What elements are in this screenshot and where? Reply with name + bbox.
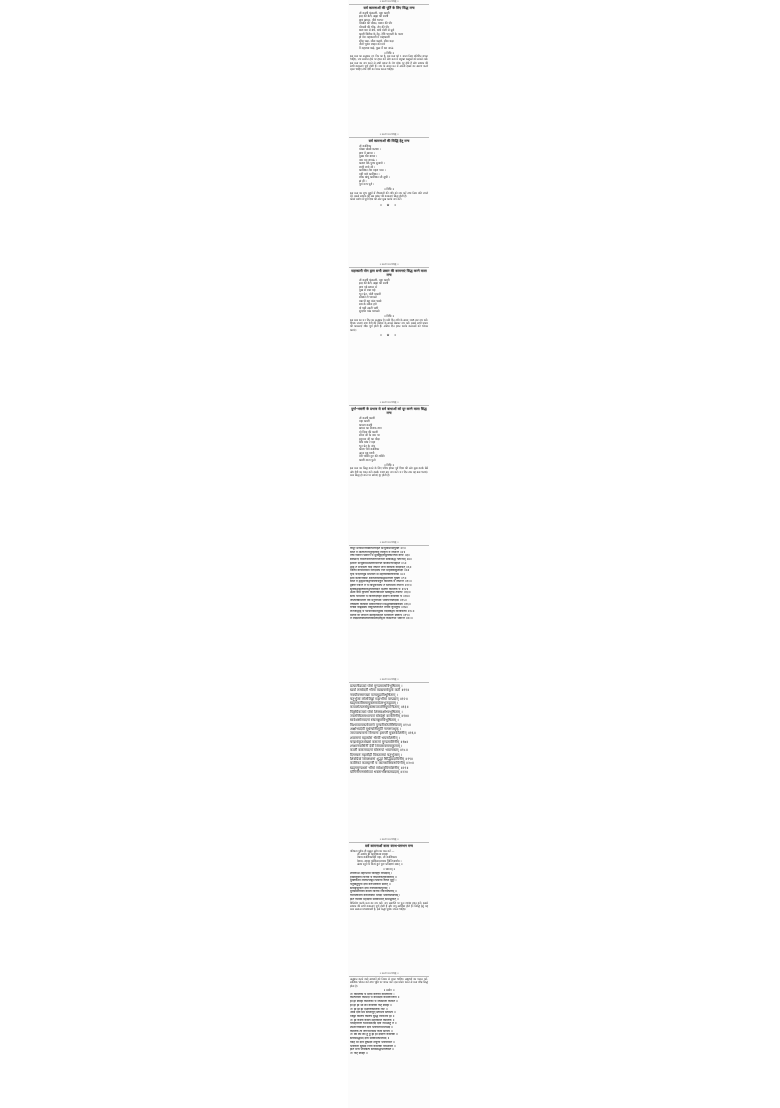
sloka-line: सव्ये चाभीर्वरं च त्रिजगदघहरे दक्षिणे कालिके च ॥१४॥ <box>350 595 410 599</box>
verse-line: इन्द्र की बेटी, ब्रह्मा की साली <box>359 14 389 19</box>
sloka-line: ऊर्ध्वं वामे कृपाणं करतलकमले छिन्नमुण्डं तथाधः ॥१३॥ <box>350 591 411 595</box>
verse-line: काली माता फुरो <box>359 457 376 462</box>
intro-text: पवित्रता पूर्वक ही प्रस्तुत स्तोत्र का पाठ करें — <box>350 848 395 853</box>
section-subtitle: ॥ विधि ॥ <box>383 314 395 319</box>
book-page-5 <box>349 541 429 676</box>
verse-line: ॐ काली काली <box>359 415 375 420</box>
verse-line: हाथ पड़े खप्पर से <box>359 284 378 289</box>
sloka-line: लज्जाद्वन्द्वं च पश्चात्स्मितमुखि तदधष्ठद्वयं योजयित्वा ॥१८॥ <box>350 609 415 613</box>
sloka-line: अम्बे देवि मम सर्वशत्रून् स्तम्भय स्तम्भय ॥ <box>350 1011 396 1015</box>
sloka-line: श्मशानवासिनीं देवीं शिवारावसमाकुलाम् । <box>350 744 403 749</box>
verse-line: इन्द्र की बेटी, ब्रह्मा की साली <box>359 281 389 286</box>
section-subtitle: ॥ प्रयोग ॥ <box>383 988 395 993</box>
verse-line: बांध बांध रे महा <box>359 440 376 445</box>
book-page-7 <box>349 838 429 970</box>
verse-line: लागी लगो जी । <box>359 164 376 169</box>
sloka-line: सर्वाङ्गसुन्दरीं देवीं नवयौवनसंयुताम् । <box>350 886 390 890</box>
sloka-line: दिगम्बरां महारौद्रीं विकटास्यां चतुर्भुजाम् । <box>350 752 403 757</box>
sloka-line: बीजं ते मातरेतत्त्रिपुरहरवधु त्रिःकृतं ये जपन्ति ॥२॥ <box>350 550 406 554</box>
sloka-line: ॐ क्रीं क्रीं क्रीं हूं हूं ह्रीं ह्रीं दक्षिणे कालिके ॥ <box>350 1033 398 1037</box>
stotra-block <box>349 547 429 621</box>
sloka-line: मुण्डमालाधरां कालीं त्रिनेत्रां ध्यानतत्पराम् ॥ <box>350 890 397 894</box>
sloka-line: बीजं ते द्वन्द्वमन्यद्विगलितचिकुरे कालिके ये जपन्ति ॥१०॥ <box>350 580 412 584</box>
sloka-line: चन्द्रार्धकृतशेखरां करालां मुण्डमालिनीम् ॥१७॥ <box>350 739 409 744</box>
sloka-line: हास्ययुक्तां त्रिनेत्रां च कपालकर्तृकाकराम् ॥ <box>350 875 397 879</box>
verse-line: कलश बैठे पुण्य सुनावो । <box>359 161 385 166</box>
sloka-line: ध्यायेत्कालीं करालास्यां भयदां भक्तवत्सलाम् । <box>350 894 401 898</box>
verse-line: सब के संकट हरो <box>359 302 377 307</box>
page-header: ॥ काली मन्त्र सिद्धि ॥ <box>379 263 399 266</box>
page-header: ॥ काली मन्त्र सिद्धि ॥ <box>379 541 399 544</box>
sloka-line: कालीं करालवदनां घोररूपां भयानकाम् ॥१८॥ <box>350 748 408 753</box>
verse-line: लोक बांधूं कालिका जी सुधी । <box>359 175 390 180</box>
sloka-line: योगिनीगणसंसेव्यां भक्ताभीष्टफलप्रदाम् ॥२२॥ <box>350 769 409 774</box>
verse-line: ॐ काली कंकाली, महा काली <box>359 10 390 15</box>
sloka-block <box>349 872 429 902</box>
verse-line: सीस चढ़ा, सीस चढ़ावे, सीस चढ़ा <box>359 38 394 43</box>
sloka-line: पापहारिणि धर्मार्थमोक्षदे देवि नमोऽस्तु ते ॥ <box>350 1022 397 1026</box>
sloka-line: मुक्तकेशीं ललज्जिह्वां पिबन्तीं रुधिरं मुहुः । <box>350 879 397 883</box>
sloka-line: द्वन्द्वं ते मन्दचेता यदि जपति जनो वारमेकं कदाचित् ॥६॥ <box>350 565 412 569</box>
book-page-6 <box>349 678 429 836</box>
verse-line: ॐ काली कंकाली, महा काली <box>359 277 390 282</box>
paragraph: इस मन्त्र का शुभ मुहूर्त में दीपावली की रात्रि को जप करें तथा नित्य प्रति जपते रहें, इससे साधक की सब प्रकार की कामनाएं सिद्ध होती हैं। <box>350 190 428 198</box>
sloka-line: जाज्वल्यमानां त्रिनयनां हसन्तीं मुक्तकेशिनीम् ॥१६॥ <box>350 731 416 736</box>
paragraph: विनियोग करके मन्त्र का जप करें। जप समाप्ति पर पुनः दशांश हवन करें। इससे साधक की सभी कामनाएं पूर्ण होती हैं और शत्रु स्तम्भित होते हैं। सिद्धि हेतु यह मन्त्र अत्यन्त प्रभावशाली है, इसे श्रद्धा पूर्वक जपना चाहिए। <box>350 900 428 912</box>
sloka-line: कालिके त्वं जगन्मातर्मम कार्यं साधय ॥ <box>350 1029 393 1033</box>
verse-line: ह्रां ह्रीं । <box>359 178 367 183</box>
sloka-line: ॐ कालिका च माया करुणा कालरात्रिः । <box>350 992 395 996</box>
verse-line: महा काली <box>359 419 370 424</box>
verse-line: ॐ अवाय ह्रीं कालिकाय स्वाहा <box>357 851 388 856</box>
book-page-8 <box>349 972 429 1108</box>
verse-line: सीता जी के नाम पर <box>359 433 380 438</box>
sloka-line: मातर्ये वा जपन्ति स्मरहरमहिले भावयन्तः स्वरूपं ॥१९॥ <box>350 613 410 617</box>
sloka-line: वर्गाद्यं वह्निसंस्थं विधुरतिललितं तत्त्रयं कूर्चयुग्मं ॥१७॥ <box>350 606 409 610</box>
verse-line: नेत्राय कालिकायैहीं महा, ॐ कालिकाय <box>357 855 397 860</box>
section-title: सर्व कामनाओं की सिद्धि हेतु मन्त्र <box>368 139 410 143</box>
section-subtitle: ॥ विधि ॥ <box>383 462 395 467</box>
verse-line: मुख से रक्त बहे <box>359 288 376 293</box>
page-header: ॥ काली मन्त्र सिद्धि ॥ <box>379 133 399 136</box>
divider <box>349 137 429 138</box>
verse-line: अस्य स्तुते ये नित्यं हुतं पुनः प्रतिक्षणं स्यात् ॥ <box>357 862 403 867</box>
divider <box>349 405 429 406</box>
verse-line: महीं पावे कालिका । <box>359 171 380 176</box>
sloka-line: ज्वलच्चितामध्यगतां घोरदंष्ट्रां करालिनीम् ॥१४॥ <box>350 714 410 719</box>
book-page-3 <box>349 263 429 399</box>
sloka-line: सृक्कद्वन्द्वास्रधाराद्वयधरवदने दक्षिणे कालिके च ॥१२॥ <box>350 587 409 591</box>
page-header: ॥ काली मन्त्र सिद्धि ॥ <box>379 0 399 3</box>
page-header: ॥ काली मन्त्र सिद्धि ॥ <box>379 838 399 841</box>
section-title: महाकाली योग द्वारा सभी प्रकार की कामनाएं सिद्ध करने वाला मन्त्र <box>351 269 427 278</box>
sloka-line: द्वेष्टारं घ्नन्ति ते च त्रिभुवनमपि ते वश्यभावं नयन्ति ॥११॥ <box>350 584 412 588</box>
verse-line: नाम मन लगाऊं । <box>359 157 377 162</box>
verse-line: मुख्य धीर बावन । <box>359 154 378 159</box>
verse-line: हनुमान जी का चौड़ा <box>359 436 380 441</box>
sloka-line: वृन्दं चन्द्रार्धचूडे प्रभवति स महाघोरबालावतंसे ॥८॥ <box>350 572 406 576</box>
stotra-block <box>349 684 429 774</box>
sloka-line: पिङ्गोग्रैकजटां घोरां शिरसाक्षोभ्यभूषिताम् । <box>350 709 403 714</box>
verse-line: तीनों भुवन लाइन को मारे <box>359 42 386 47</box>
verse-line: कालिका लेन महल पास । <box>359 168 386 173</box>
sloka-line: जित्वा वाचामधीशं धनदमपि चिरं मोहयन्नम्बुजाक्षी ॥७॥ <box>350 569 410 573</box>
verse-line: मैं महाशय बाढ़े, कुछ मैं बन जाऊं <box>359 45 394 50</box>
section-title: सर्व कामनाओं वाला स्तन्ध-स्तम्भन मन्त्र <box>365 844 413 848</box>
divider <box>349 267 429 268</box>
divider <box>349 4 429 5</box>
sloka-line: इति मन्त्रं जपेन्नित्यं सर्वसिद्धिर्भविष्यति ॥ <box>350 1048 395 1052</box>
verse-line: मद्य पी बहु मांस भखो <box>359 298 382 303</box>
sloka-line: भक्तानां सुखदे नित्यं कालिके परमेश्वरि ॥ <box>350 1044 396 1048</box>
sloka-line: प्रत्यालीढपदां घोरां मुण्डमालाविभूषिताम् । <box>350 684 403 688</box>
sloka-line: चतुर्बाहुयुतां देवीं वराभयकरां स्मरेत् ॥ <box>350 883 391 887</box>
verse-line: काला भैरों कालिका <box>359 447 380 452</box>
sloka-line: अक्षोभ्यदेवीं मूर्धन्यस्त्रिमूर्तिं नागरूपधृक् । <box>350 726 402 731</box>
paragraph: इस मन्त्र का सिद्ध करने के लिए पवित्र होकर पूर्व दिशा की ओर मुख करके बैठें और देवी का ध्यान करें। इसके 108 बार जप करें। 21 दिन तक यह क्रम चलाएं। मन्त्र सिद्ध हो जाने पर बाधाएं दूर होती हैं। <box>350 466 428 477</box>
verse-line: देवाय, स्वाहा कोटिसमप्रभाय चिन्तितार्थाय । <box>357 858 402 863</box>
section-subtitle: ॥ विधि ॥ <box>383 187 395 192</box>
verse-line: चौसठि की चौका, बावन की पौर <box>359 21 393 26</box>
sloka-line: चतुर्भुजां लोलजिह्वां महाभीमां वरप्रदाम् ॥१२॥ <box>350 696 408 701</box>
sloka-line: ॐ फट् स्वाहा ॥ <box>350 1052 368 1055</box>
verse-line: खप्पर का तिलक लगा <box>359 426 382 431</box>
sloka-line: श्मशानवासिनि देवि भक्तानामभयप्रदे ॥ <box>350 1026 394 1030</box>
verse-line: पूरा मन्त्र पूरो । <box>359 182 375 187</box>
book-page-4 <box>349 401 429 539</box>
section-subtitle: ॥ ध्यानम् ॥ <box>382 867 396 872</box>
verse-line: ॐ कालिका <box>359 143 372 148</box>
section-title: सर्व कामनाओं की पूर्ति के लिए सिद्ध मन्त्र <box>363 6 415 10</box>
sloka-line: कालिकां कालहन्त्रीं च कालरात्रिस्वरूपिणीम् ॥२०॥ <box>350 761 415 766</box>
verse-block <box>349 279 429 314</box>
verse-block <box>349 417 429 463</box>
paragraph: काम्य प्रयोग में पूर्व दिशा की ओर मुख करके जप करें। <box>350 197 402 202</box>
sloka-line: इति ध्यात्वा महादेवीं सर्वकामान् समाप्नुयात् ॥ <box>350 897 399 901</box>
sloka-line: ॐ ह्रीं काली कालि महाकालि कालिके ॥ <box>350 1018 395 1022</box>
verse-line: सबको ले भगाओ <box>359 295 377 300</box>
verse-block <box>349 853 429 867</box>
paragraph: इस मन्त्र का 21 दिन का अनुष्ठान है। प्रति दिन रात्रि के समय 108 बार जप करें। दीपक जलाएं तथा देवी की प्रतिमा के सामने बैठकर जप करें। इससे सभी प्रकार की कामनाएं शीघ्र पूर्ण होती हैं। अंतिम दिन हवन करके कन्याओं को भोजन कराएं। <box>350 317 428 332</box>
sloka-line: जिह्वां कीलय कीलय बुद्धिं विनाशय ह्रीं ॥ <box>350 1014 395 1018</box>
sloka-line: ॐ ह्रीं ह्रीं ह्रीं दक्षिणकालिके नमः ॥ <box>350 1007 388 1011</box>
sloka-line: जप्त्वैतन्नामवर्णं तव मनुविभवं भावयन्त्येतदम्ब ॥१५॥ <box>350 598 407 602</box>
verse-line: बाल बार से बंधे, बांधे मोती से छूटे <box>359 28 395 33</box>
verse-block <box>349 12 429 51</box>
sloka-line: कपालोत्पलसंयुक्तसव्यपाणियुगान्विताम् ॥१३॥ <box>350 705 409 710</box>
sloka-line: तेषामष्टौ करस्थाः प्रकटितवदने सिद्धयस्त्र्यम्बकस्य ॥१६॥ <box>350 602 411 606</box>
verse-line: हाथ खप्पर, पीवे भरभर <box>359 17 384 22</box>
sloka-line: ईशानः सेन्दुवाममश्रवणपरिगतं बीजमन्यन्महेशि ॥५॥ <box>350 561 407 565</box>
verse-line: हो मेरा महाकाली में माहकाली <box>359 35 390 40</box>
sloka-line: सर्वसिद्धिप्रदे देवि सर्वकामफलप्रदे ॥ <box>350 1037 390 1041</box>
sloka-line: विश्वव्यापकतोयान्ते पुण्डरीकोपरिस्थिताम् ॥१५॥ <box>350 722 411 727</box>
sloka-line: त्राहि मां देवि दुष्प्रेक्ष्ये शत्रूणां भयवर्धिनि ॥ <box>350 1040 395 1044</box>
divider <box>349 545 429 546</box>
paragraph: इस मन्त्र का अनुष्ठान 21 दिन का है, इस मन्त्र को 1 माला नित्य प्रतिदिन जपना चाहिए, जप समाप्त होने पर हवन करें और मन्त्र में प्रयुक्त वस्तुओं को सामने रखें। इस मन्त्र का जप करने से सभी प्रकार के रोग शोक दूर होते हैं और साधक की सभी कामनाएं पूर्ण होती हैं। जप के समय मन में अपनी इच्छा का स्मरण करते रहना चाहिए तथा देवी का ध्यान करना चाहिए। <box>350 54 428 72</box>
verse-line: चौरासी की भीड़, रोग की पीर <box>359 24 390 29</box>
verse-line: मेरी भक्ति गुरु की शक्ति <box>359 454 385 459</box>
verse-line: काली बिलैया के नेंद्र, देवि भगवती के पारन <box>359 31 404 36</box>
sloka-line: ह्रीं ह्रीं स्वाहा कालिका च जपमाला करोति ॥ <box>350 1000 398 1004</box>
sloka-line: कर्पूरं मध्यमान्त्यस्वरपररहितं सेन्दुवामाक्षियुक्तं ॥१॥ <box>350 547 406 550</box>
verse-line: हाथ में खप्पर । <box>359 150 375 155</box>
sloka-line: खर्वां लम्बोदरीं भीमां व्याघ्रचर्मावृतां कटौ ॥११॥ <box>350 688 410 693</box>
verse-line: भूत प्रेत, चोरी चकारी <box>359 291 381 296</box>
sloka-line: खड्गकर्त्रीसमायुक्तसव्येतरभुजद्वयाम् । <box>350 701 399 706</box>
section-subtitle: ॥ विधि ॥ <box>383 50 395 55</box>
ornament: ॥ ❀ ॥ <box>379 202 398 207</box>
page-header: ॥ काली मन्त्र सिद्धि ॥ <box>379 972 399 975</box>
divider <box>349 842 429 843</box>
section-title: दुर्गा-भवानी के प्रभाव से सर्व बाधाओं को दूर करने वाला सिद्ध मन्त्र <box>351 407 427 416</box>
sloka-line: शवारूढां महाभीमां घोरदंष्ट्रां वरप्रदाम् । <box>350 871 392 875</box>
sloka-line: शवासनां महाघोरां भैरवीं भयनाशिनीम् । <box>350 735 401 740</box>
verse-line: दो घड़ी उड़ती चली <box>359 305 379 310</box>
sloka-line: ह्रीं ह्रीं ह्रीं श्रीं क्रीं कालिके फट् स्वाहा ॥ <box>350 1003 392 1007</box>
sloka-line: ईशो वैश्वानरस्थः शशधरविलसद्वामनेत्रेण युक्तो ॥९॥ <box>350 576 407 580</box>
sloka-line: नवयौवनसम्पन्नां पञ्चमुद्राविभूषिताम् । <box>350 692 398 697</box>
sloka-line: स्वच्छन्दं ध्वान्तधाराधररुचिरुचिरे सर्वसिद्धिं गतानाम् ॥४॥ <box>350 558 412 562</box>
ornament: ॥ ❀ ॥ <box>379 333 398 338</box>
sloka-line: ते लक्ष्मीलास्यलीलाकमलदलदृशः कामरूपा भवन्ति ॥२०॥ <box>350 617 413 621</box>
sloka-line: शिवप्रियां शिवस्थानां शुद्धां सिद्धिप्रदायिनीम् ॥१९॥ <box>350 757 414 762</box>
book-page-1 <box>349 0 429 132</box>
verse-line: भूत प्रेत के तांत्र <box>359 443 375 448</box>
book-page-2 <box>349 133 429 261</box>
verse-line: आज यह वाणी <box>359 450 375 455</box>
verse-line: सुदर्शन चक्र चलाओ <box>359 309 380 314</box>
page-header: ॥ काली मन्त्र सिद्धि ॥ <box>379 401 399 404</box>
sloka-line: कात्यायनी कामदा च कामाक्षी कामरूपिणी ॥ <box>350 996 400 1000</box>
divider <box>349 682 429 683</box>
page-header: ॥ काली मन्त्र सिद्धि ॥ <box>379 678 399 681</box>
paragraph: अनुष्ठान करने वाले साधकों को नियम से रहना चाहिए। ब्रह्मचर्य का पालन करें, सात्विक भोजन करें तथा भूमि पर शयन करें। इस प्रकार करने से मन्त्र शीघ्र सिद्ध होता है। <box>350 977 428 988</box>
verse-line: चोखा चोखी कलवा । <box>359 147 381 152</box>
verse-block <box>349 145 429 187</box>
sloka-line: तेषां गद्यानि पद्यानि च मुखकुहरादुल्लसन्त्येव वाचः ॥३॥ <box>350 554 410 558</box>
sloka-line: सावेशस्मेरवदनां स्त्र्यलङ्कारविभूषिताम् । <box>350 718 399 723</box>
verse-line: कपाल काली <box>359 422 373 427</box>
sloka-line: खड्गमुण्डधरां भीमां सर्वशत्रुविनाशिनीम् ॥२१॥ <box>350 765 409 770</box>
sloka-block <box>349 993 429 1056</box>
verse-line: मो दिव्य की काली <box>359 429 378 434</box>
